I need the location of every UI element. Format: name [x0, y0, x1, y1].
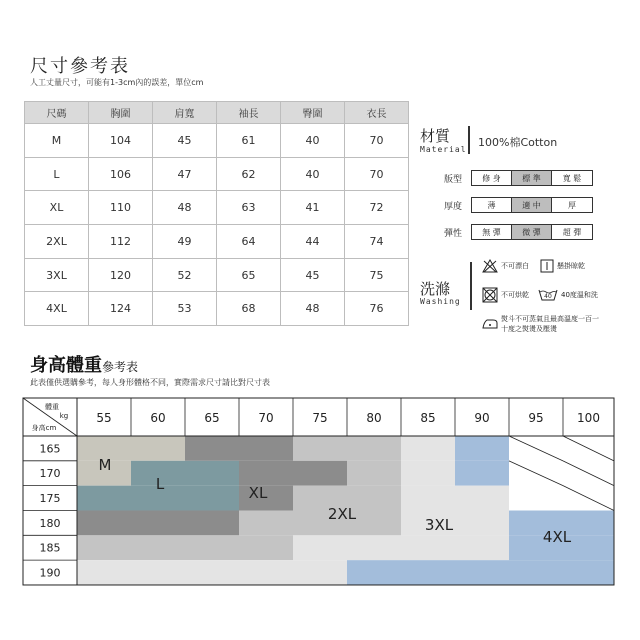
measurement-cell: 45	[153, 124, 217, 158]
measurement-cell: 47	[153, 157, 217, 191]
measurement-cell: 70	[345, 124, 409, 158]
height-row-label: 190	[39, 566, 61, 580]
na-diagonal	[563, 461, 614, 486]
measurement-cell: 61	[217, 124, 281, 158]
care-no-bleach-label: 不可漂白	[501, 262, 529, 270]
measurement-cell: 120	[89, 258, 153, 292]
measurement-cell: 53	[153, 292, 217, 326]
na-diagonal	[509, 436, 563, 461]
property-option-selected: 標 準	[512, 171, 552, 185]
size-label-cell: 3XL	[25, 258, 89, 292]
hw-title-suffix: 參考表	[102, 360, 139, 374]
property-option: 厚	[568, 200, 576, 210]
zone-cell-2xl	[77, 535, 293, 560]
zone-cell-l	[131, 461, 239, 486]
corner-kg-label: kg	[59, 412, 69, 420]
washing-title: 洗滌	[420, 280, 451, 298]
measurement-cell: 40	[281, 124, 345, 158]
measurement-cell: 49	[153, 225, 217, 259]
zone-label-4xl: 4XL	[542, 528, 572, 546]
property-option: 寬 鬆	[562, 173, 582, 183]
zone-cell-3xl	[401, 510, 509, 535]
measurement-cell: 64	[217, 225, 281, 259]
weight-header-label: 55	[96, 411, 112, 425]
height-row-label: 165	[39, 442, 61, 456]
measurement-cell: 63	[217, 191, 281, 225]
height-row-label: 185	[39, 541, 61, 555]
corner-weight-label: 體重	[45, 403, 59, 411]
measurement-cell: 62	[217, 157, 281, 191]
size-header-2: 肩寬	[153, 102, 217, 124]
size-label-cell: 4XL	[25, 292, 89, 326]
size-chart-subtitle: 人工丈量尺寸，可能有1-3cm內的誤差，單位cm	[30, 78, 204, 87]
height-row-label: 180	[39, 516, 61, 530]
measurement-cell: 104	[89, 124, 153, 158]
size-chart-title: 尺寸參考表	[30, 56, 130, 77]
measurement-cell: 72	[345, 191, 409, 225]
measurement-cell: 76	[345, 292, 409, 326]
measurement-cell: 52	[153, 258, 217, 292]
property-option: 無 彈	[472, 225, 512, 239]
zone-cell-xl	[77, 510, 239, 535]
zone-cell-4xl	[455, 461, 509, 486]
zone-cell-3xl	[401, 461, 455, 486]
weight-header-label: 60	[150, 411, 166, 425]
zone-cell-4xl	[347, 560, 614, 585]
material-value: 100%棉Cotton	[478, 136, 558, 149]
measurement-cell: 44	[281, 225, 345, 259]
size-header-0: 尺碼	[25, 102, 89, 124]
size-header-4: 臀圍	[281, 102, 345, 124]
corner-height-label: 身高cm	[31, 424, 57, 432]
zone-label-xl: XL	[248, 484, 268, 502]
size-label-cell: M	[25, 124, 89, 158]
measurement-cell: 70	[345, 157, 409, 191]
property-option: 修 身	[472, 171, 512, 185]
care-no-tumble-label: 不可烘乾	[501, 291, 529, 299]
height-row-label: 170	[39, 467, 61, 481]
measurement-cell: 124	[89, 292, 153, 326]
zone-label-m: M	[98, 456, 112, 474]
na-diagonal	[563, 436, 614, 461]
property-label: 厚度	[443, 201, 462, 212]
height-row-label: 175	[39, 492, 61, 506]
weight-header-label: 80	[366, 411, 382, 425]
hw-chart-subtitle: 此表僅供選購參考，每人身形體格不同，實際需求尺寸請比對尺寸表	[30, 378, 270, 387]
iron-line-1: 熨斗不可蒸氣且最高溫度一百一	[501, 315, 599, 323]
zone-cell-2xl	[239, 510, 401, 535]
measurement-cell: 45	[281, 258, 345, 292]
property-option: 超 彈	[562, 227, 582, 237]
zone-cell-3xl	[293, 535, 509, 560]
weight-header-label: 75	[312, 411, 328, 425]
weight-header-label: 85	[420, 411, 436, 425]
zone-label-l: L	[155, 475, 165, 493]
wash-temp-badge: 40	[544, 293, 552, 300]
property-label: 版型	[443, 174, 462, 185]
measurement-cell: 68	[217, 292, 281, 326]
weight-header-label: 90	[474, 411, 490, 425]
hw-title-main: 身高體重	[30, 355, 102, 376]
size-header-3: 袖長	[217, 102, 281, 124]
property-option-selected: 適 中	[512, 198, 552, 212]
care-wash-40-label: 40度溫和洗	[561, 290, 598, 299]
na-diagonal	[509, 461, 563, 486]
iron-line-2: 十度之熨燙及壓燙	[501, 325, 557, 333]
zone-cell-2xl	[293, 436, 401, 461]
washing-title-en: Washing	[420, 297, 461, 306]
measurement-cell: 110	[89, 191, 153, 225]
size-header-1: 胸圍	[89, 102, 153, 124]
zone-cell-xl	[239, 461, 347, 486]
zone-cell-2xl	[347, 461, 401, 486]
size-label-cell: 2XL	[25, 225, 89, 259]
zone-cell-xl	[185, 436, 293, 461]
zone-cell-4xl	[455, 436, 509, 461]
measurement-cell: 106	[89, 157, 153, 191]
weight-header-label: 70	[258, 411, 274, 425]
size-label-cell: L	[25, 157, 89, 191]
size-label-cell: XL	[25, 191, 89, 225]
zone-cell-3xl	[77, 560, 347, 585]
weight-header-label: 95	[528, 411, 544, 425]
zone-label-3xl: 3XL	[424, 516, 454, 534]
property-label: 彈性	[443, 228, 462, 239]
measurement-cell: 48	[153, 191, 217, 225]
zone-label-2xl: 2XL	[327, 505, 357, 523]
care-hang-dry-label: 懸掛晾乾	[557, 262, 585, 270]
material-title-en: Material	[420, 145, 467, 154]
measurement-cell: 40	[281, 157, 345, 191]
zone-cell-m	[77, 436, 185, 461]
measurement-cell: 75	[345, 258, 409, 292]
property-option: 薄	[472, 198, 512, 212]
material-title: 材質	[420, 127, 451, 145]
zone-cell-3xl	[401, 436, 455, 461]
na-diagonal	[563, 486, 614, 511]
measurement-cell: 48	[281, 292, 345, 326]
size-header-5: 衣長	[345, 102, 409, 124]
measurement-cell: 65	[217, 258, 281, 292]
measurement-cell: 41	[281, 191, 345, 225]
measurement-cell: 74	[345, 225, 409, 259]
zone-cell-3xl	[401, 486, 509, 511]
property-option-selected: 微 彈	[512, 225, 552, 239]
measurement-cell: 112	[89, 225, 153, 259]
weight-header-label: 100	[577, 411, 600, 425]
weight-header-label: 65	[204, 411, 220, 425]
